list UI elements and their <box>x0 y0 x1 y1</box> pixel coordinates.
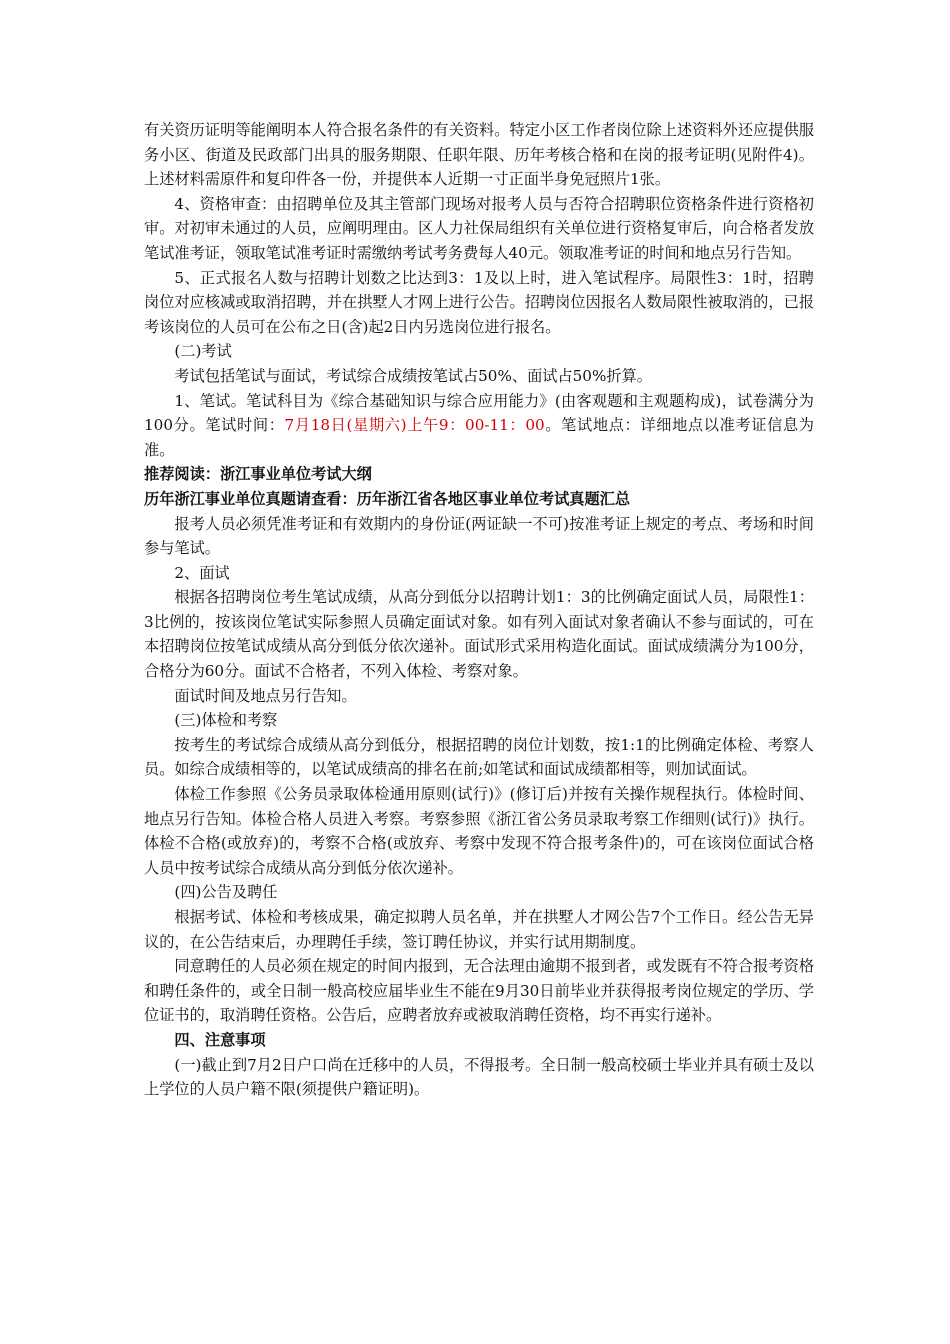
heading-exam: (二)考试 <box>174 342 232 361</box>
heading-medical-check: (三)体检和考察 <box>174 711 278 730</box>
written-exam-time: 7月18日(星期六)上午9：00-11：00 <box>284 416 545 435</box>
paragraph-announcement: 根据考试、体检和考核成果，确定拟聘人员名单，并在拱墅人才网公告7个工作日。经公告无异议的，在公告结束后，办理聘任手续，签订聘任协议，并实行试用期制度。 <box>144 908 814 951</box>
heading-notes: 四、注意事项 <box>174 1030 266 1049</box>
recommended-reading-link[interactable]: 推荐阅读：浙江事业单位考试大纲 <box>144 465 372 484</box>
paragraph-interview-time: 面试时间及地点另行告知。 <box>174 686 357 705</box>
paragraph-qualification-review: 4、资格审查：由招聘单位及其主管部门现场对报考人员与否符合招聘职位资格条件进行资格初审。对初审未通过的人员，应阐明理由。区人力社保局组织有关单位进行资格复审后，向合格者发放笔试准考证，领取笔试准考证时需缴纳考试考务费每人40元。领取准考证的时间和地点另行告知。 <box>144 194 814 262</box>
written-exam-text-b: 。笔试地点：详细地点以准考证信息为准。 <box>144 416 814 459</box>
paragraph-medical-process: 体检工作参照《公务员录取体检通用原则(试行)》(修订后)并按有关操作规程执行。体检时间、地点另行告知。体检合格人员进入考察。考察参照《浙江省公务员录取考察工作细则(试行)》执行。体检不合格(或放弃)的，考察不合格(或放弃、考察中发现不符合报考条件)的，可在该岗位面试合格人员中按考试综合成绩从高分到低分依次递补。 <box>144 785 814 877</box>
heading-interview: 2、面试 <box>174 563 230 582</box>
paragraph-written-exam <box>144 389 814 463</box>
heading-announcement: (四)公告及聘任 <box>174 883 278 902</box>
written-exam-text-a: 1、笔试。笔试科目为《综合基础知识与综合应用能力》(由客观题和主观题构成)，试卷满分为100分。笔试时间： <box>144 391 814 435</box>
document-body <box>144 118 814 1102</box>
past-papers-link[interactable]: 历年浙江事业单位真题请查看：历年浙江省各地区事业单位考试真题汇总 <box>144 489 630 508</box>
paragraph-medical-selection: 按考生的考试综合成绩从高分到低分，根据招聘的岗位计划数，按1:1的比例确定体检、考察人员。如综合成绩相等的，以笔试成绩高的排名在前;如笔试和面试成绩都相等，则加试面试。 <box>144 735 814 779</box>
paragraph-household-registration: (一)截止到7月2日户口尚在迁移中的人员，不得报考。全日制一般高校硕士毕业并具有硕士及以上学位的人员户籍不限(须提供户籍证明)。 <box>144 1055 814 1099</box>
paragraph-exam-requirements: 报考人员必须凭准考证和有效期内的身份证(两证缺一不可)按准考证上规定的考点、考场和时间参与笔试。 <box>144 514 814 558</box>
paragraph-materials: 有关资历证明等能阐明本人符合报名条件的有关资料。特定小区工作者岗位除上述资料外还应提供服务小区、街道及民政部门出具的服务期限、任职年限、历年考核合格和在岗的报考证明(见附件4)。上述材料需原件和复印件各一份，并提供本人近期一寸正面半身免冠照片1张。 <box>144 121 814 189</box>
paragraph-exam-overview: 考试包括笔试与面试，考试综合成绩按笔试占50%、面试占50%折算。 <box>174 366 652 385</box>
paragraph-appointment: 同意聘任的人员必须在规定的时间内报到，无合法理由逾期不报到者，或发既有不符合报考资格和聘任条件的，或全日制一般高校应届毕业生不能在9月30日前毕业并获得报考岗位规定的学历、学位证书的，取消聘任资格。公告后，应聘者放弃或被取消聘任资格，均不再实行递补。 <box>144 957 814 1025</box>
paragraph-interview: 根据各招聘岗位考生笔试成绩，从高分到低分以招聘计划1：3的比例确定面试人员，局限性1：3比例的，按该岗位笔试实际参照人员确定面试对象。如有列入面试对象者确认不参与面试的，可在本招聘岗位按笔试成绩从高分到低分依次递补。面试形式采用构造化面试。面试成绩满分为100分，合格分为60分。面试不合格者，不列入体检、考察对象。 <box>144 588 814 681</box>
paragraph-ratio: 5、正式报名人数与招聘计划数之比达到3：1及以上时，进入笔试程序。局限性3：1时，招聘岗位对应核减或取消招聘，并在拱墅人才网上进行公告。招聘岗位因报名人数局限性被取消的，已报考该岗位的人员可在公布之日(含)起2日内另选岗位进行报名。 <box>144 268 814 336</box>
